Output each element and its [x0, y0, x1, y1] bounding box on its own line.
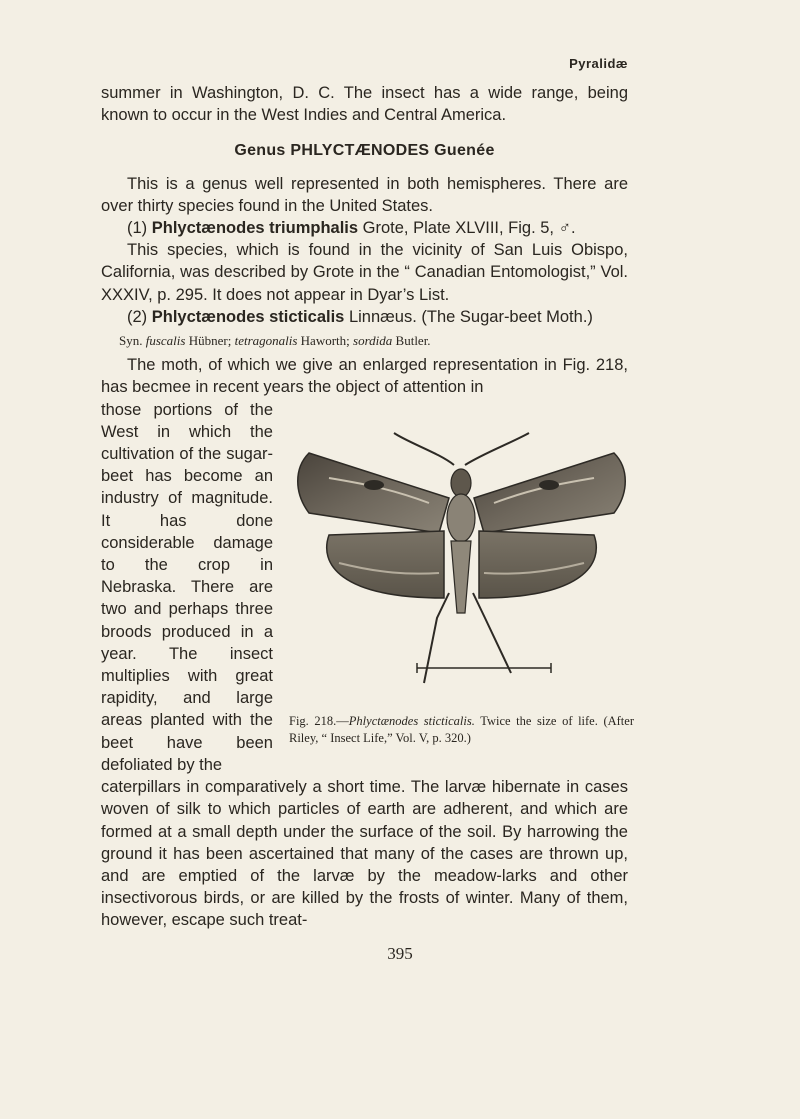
synonym-3-author: Butler. — [395, 333, 431, 349]
text-block — [101, 82, 634, 932]
synonym-1-author: Hübner; — [188, 333, 232, 349]
caption-species: Phlyctænodes sticticalis. — [348, 713, 475, 728]
moth-illustration — [289, 423, 634, 701]
syn-prefix: Syn. — [119, 333, 143, 349]
species-1-name: Phlyctænodes triumphalis — [151, 219, 359, 238]
species-1-entry — [101, 217, 628, 239]
running-head: Pyralidæ — [569, 56, 628, 71]
figure-caption — [289, 713, 634, 747]
caption-label: Fig. 218.— — [289, 713, 349, 728]
species-2-name: Phlyctænodes sticticalis — [151, 307, 345, 326]
synonym-1: fuscalis — [145, 333, 186, 349]
closing-text: caterpillars in comparatively a short time. The larvæ hibernate in cases woven of silk to which particles of earth are adherent, and which are formed at a small depth under the surface of the soil. By harrowing the ground it has been ascertained that many of the cases are thrown up, and are emptied of the larvæ by the meadow-larks and other insectivorous birds, or are killed by the frosts of winter. Many of them, however, escape such treat- — [101, 778, 628, 930]
synonym-3: sordida — [353, 333, 393, 349]
caption-text: Twice the size of life. (After Riley, “ Insect Life,” Vol. V, p. 320.) — [289, 713, 634, 745]
synonym-2-author: Haworth; — [300, 333, 350, 349]
figure-218 — [289, 423, 634, 747]
figure-wrap-area — [101, 399, 634, 776]
species-2-entry — [101, 306, 628, 328]
wrapped-text: those portions of the West in which the cultivation of the sugar-beet has become an industry of magnitude. It has done considerable damage to the crop in Nebraska. There are two and perhaps three broods produced in a year. The insect multiplies with great rapidity, and large areas planted with the beet have been defoliated by the — [101, 400, 273, 774]
genus-intro: This is a genus well represented in both hemispheres. There are over thirty species found in the United States. — [101, 174, 628, 215]
species-1-text: This species, which is found in the vicinity of San Luis Obispo, California, was described by Grote in the “ Canadian Entomologist,” Vol. XXXIV, p. 295. It does not appear in Dyar’s List. — [101, 241, 628, 304]
genus-heading: Genus PHLYCTÆNODES Guenée — [234, 142, 495, 160]
species-1-number: (1) — [127, 219, 148, 238]
moth-intro: The moth, of which we give an enlarged representation in Fig. 218, has becmee in recent years the object of attention in — [101, 356, 628, 397]
synonym-2: tetragonalis — [234, 333, 298, 349]
paragraph-continued: summer in Washington, D. C. The insect has a wide range, being known to occur in the West Indies and Central America. — [101, 84, 628, 125]
species-2-rest: Linnæus. (The Sugar-beet Moth.) — [348, 307, 593, 326]
page-number: 395 — [387, 944, 413, 963]
species-2-number: (2) — [127, 307, 148, 326]
synonyms-line — [119, 330, 628, 352]
species-1-rest: Grote, Plate XLVIII, Fig. 5, ♂. — [362, 219, 576, 238]
